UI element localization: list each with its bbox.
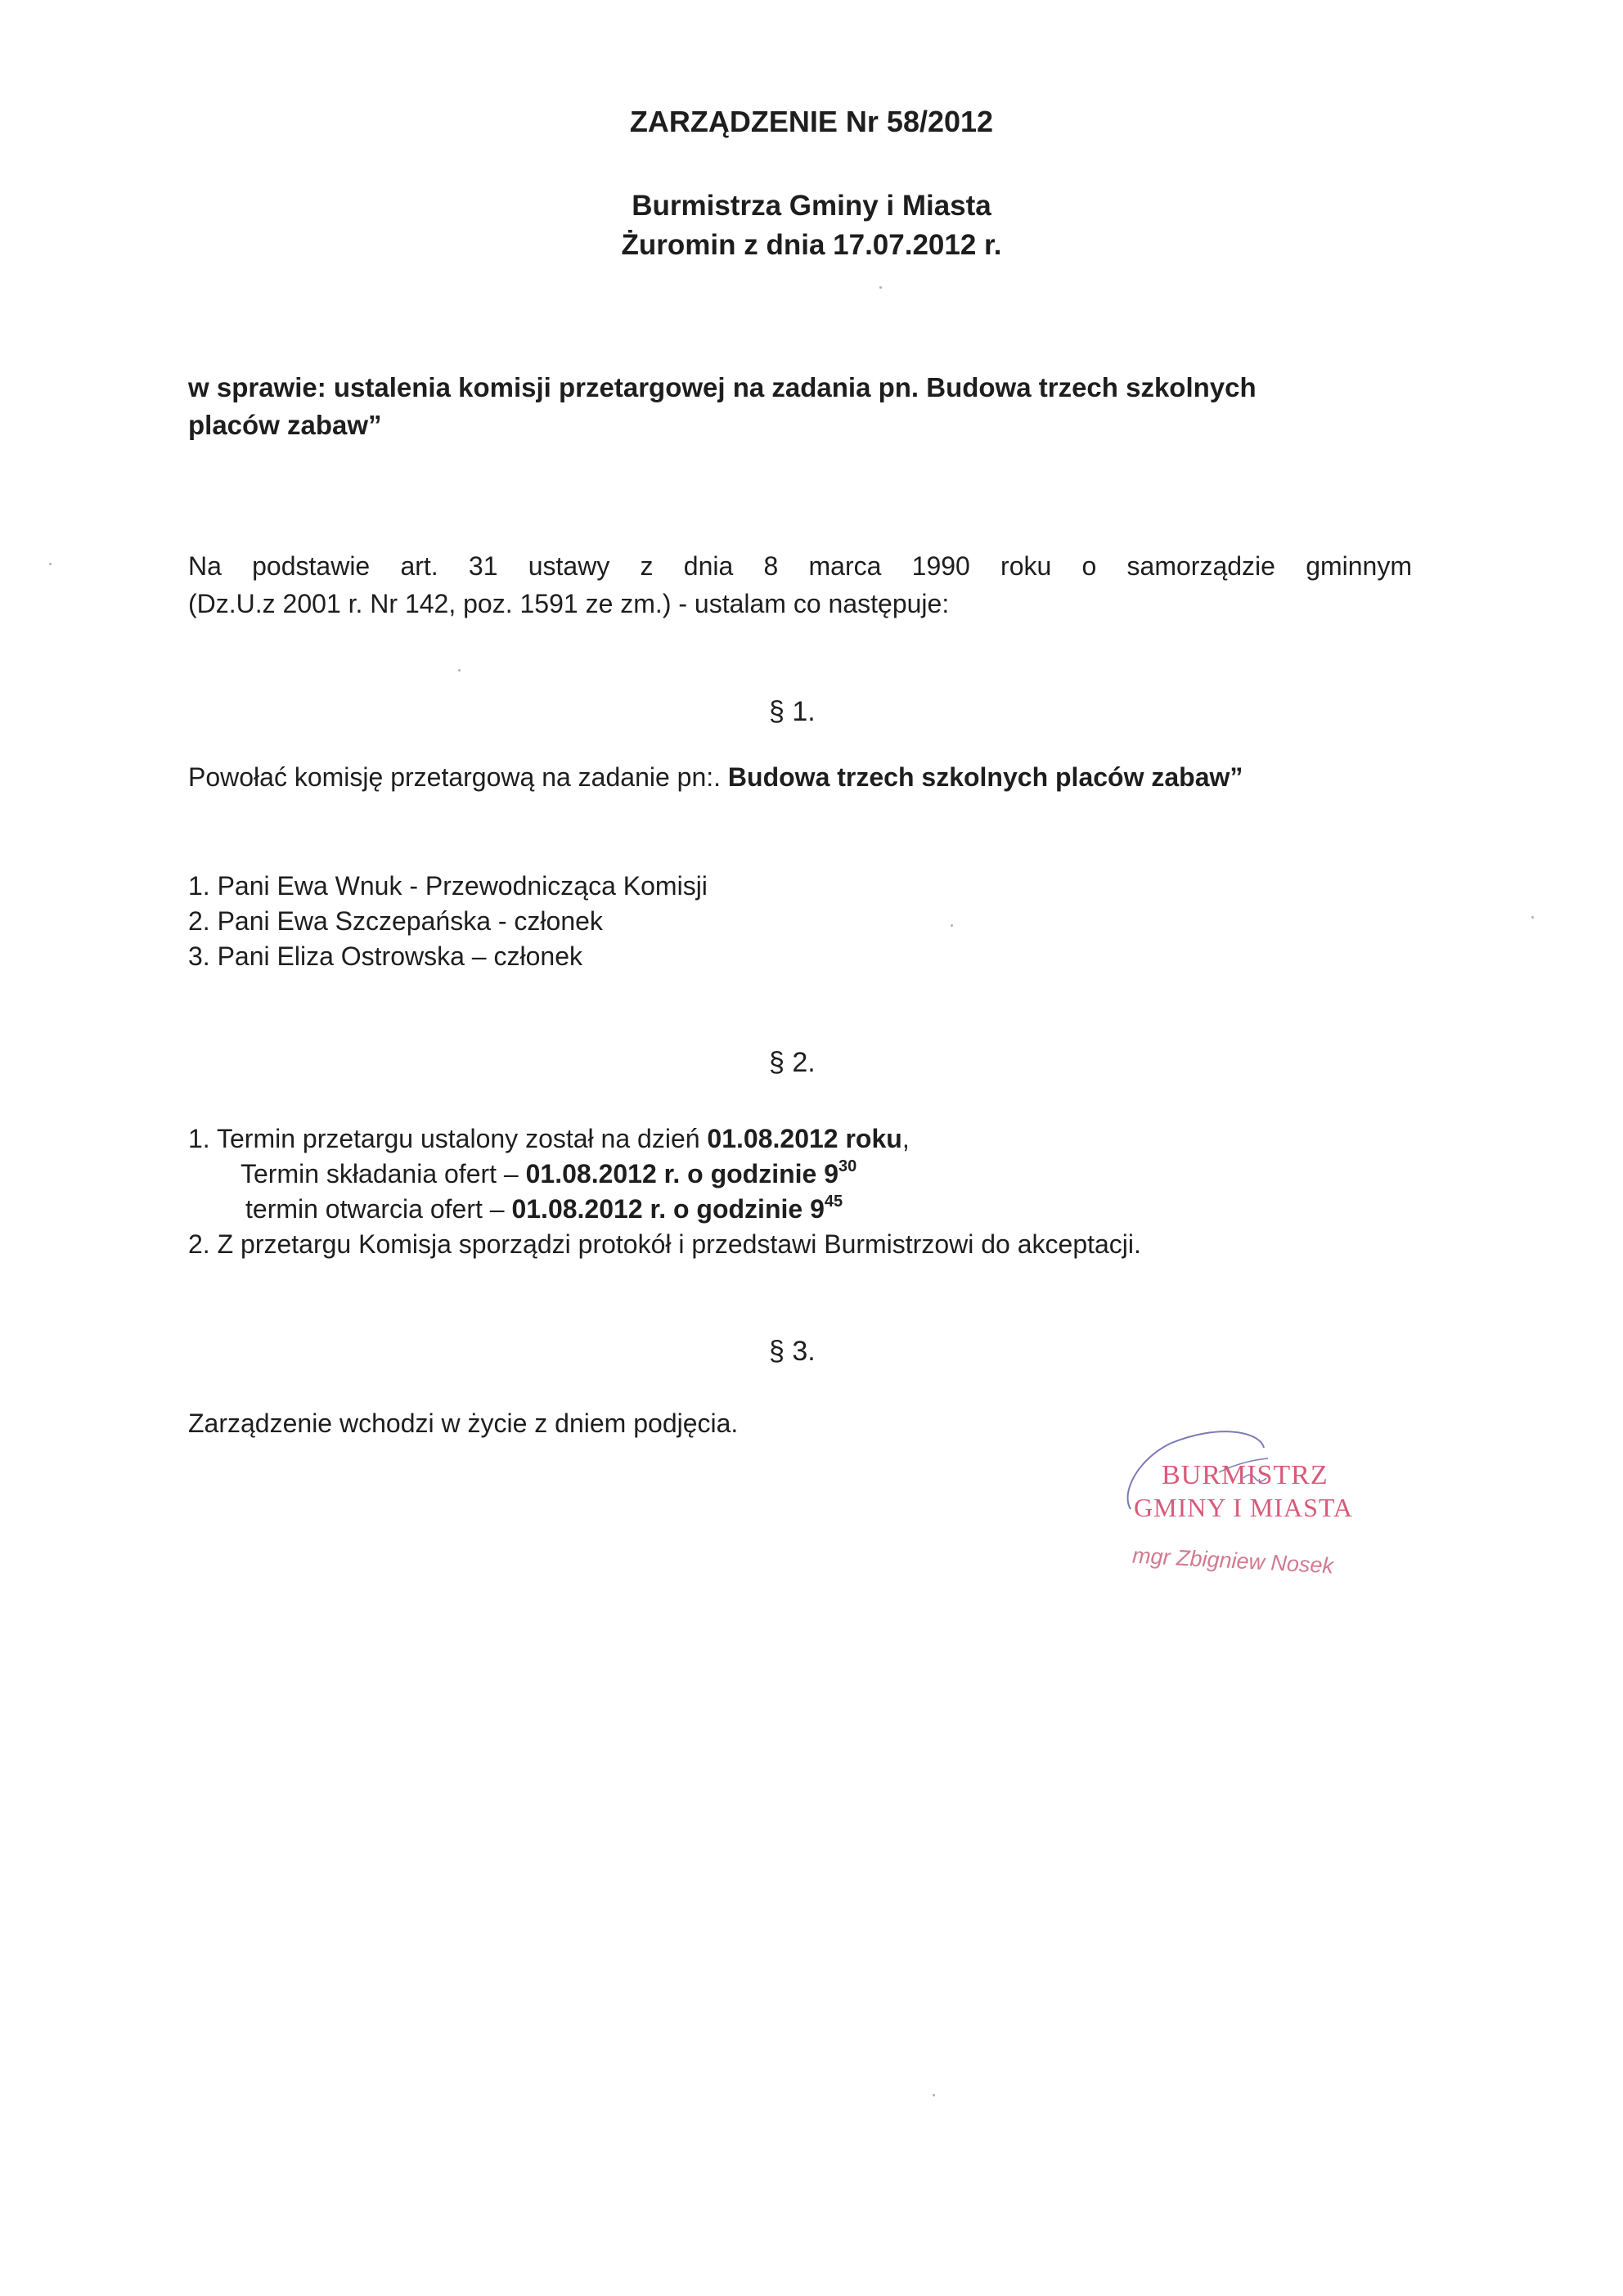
section-1-intro-text: Powołać komisję przetargową na zadanie pn:. [188,762,728,792]
subject-line-2: placów zabaw” [188,410,382,440]
item-1-suffix: , [901,1124,910,1153]
opening-time-minutes: 45 [824,1193,843,1211]
member-3: 3. Pani Eliza Ostrowska – członek [188,941,582,971]
section-2-item-1 [188,1121,910,1157]
issuer-line-2: Żuromin z dnia 17.07.2012 r. [621,229,1002,261]
scan-speck [951,924,953,927]
official-stamp [1121,1427,1399,1607]
stamp-line-2: GMINY I MIASTA [1134,1493,1354,1522]
offers-deadline-date: 01.08.2012 r. o godzinie 9 [525,1159,839,1188]
member-2: 2. Pani Ewa Szczepańska - członek [188,906,603,936]
opening-time-date: 01.08.2012 r. o godzinie 9 [511,1194,825,1224]
scan-speck [458,669,461,672]
section-1-intro [188,759,1243,795]
document-title: ZARZĄDZENIE Nr 58/2012 [629,105,994,138]
offers-deadline-minutes: 30 [838,1157,857,1176]
stamp-line-1: BURMISTRZ [1162,1460,1329,1490]
issuer-line-1: Burmistrza Gminy i Miasta [632,190,991,222]
section-3-heading: § 3. [769,1336,816,1367]
section-1-heading: § 1. [769,696,816,727]
legal-basis-line-1: Na podstawie art. 31 ustawy z dnia 8 marca 1990 roku o samorządzie gminnym [188,551,1412,581]
section-2-item-2: 2. Z przetargu Komisja sporządzi protokół i przedstawi Burmistrzowi do akceptacji. [188,1229,1141,1259]
offers-deadline-label: Termin składania ofert – [241,1159,526,1188]
scan-speck [1531,916,1534,919]
stamp-signatory-name: mgr Zbigniew Nosek [1131,1543,1334,1579]
subject-line-1: w sprawie: ustalenia komisji przetargowej na zadania pn. Budowa trzech szkolnych [188,372,1257,402]
section-2-heading: § 2. [769,1047,816,1078]
section-3-text: Zarządzenie wchodzi w życie z dniem podjęcia. [188,1409,739,1438]
offers-deadline [241,1156,856,1192]
scan-speck [879,286,882,289]
scan-speck [49,563,52,565]
member-1: 1. Pani Ewa Wnuk - Przewodnicząca Komisji [188,871,708,901]
item-1-date: 01.08.2012 roku [707,1124,902,1153]
opening-time [245,1191,843,1227]
opening-time-label: termin otwarcia ofert – [245,1194,512,1224]
scan-speck [933,2094,935,2096]
legal-basis-line-2: (Dz.U.z 2001 r. Nr 142, poz. 1591 ze zm.) - ustalam co następuje: [188,589,950,618]
section-1-task-name: Budowa trzech szkolnych placów zabaw” [727,762,1243,792]
item-1-prefix: 1. Termin przetargu ustalony został na dzień [188,1124,708,1153]
